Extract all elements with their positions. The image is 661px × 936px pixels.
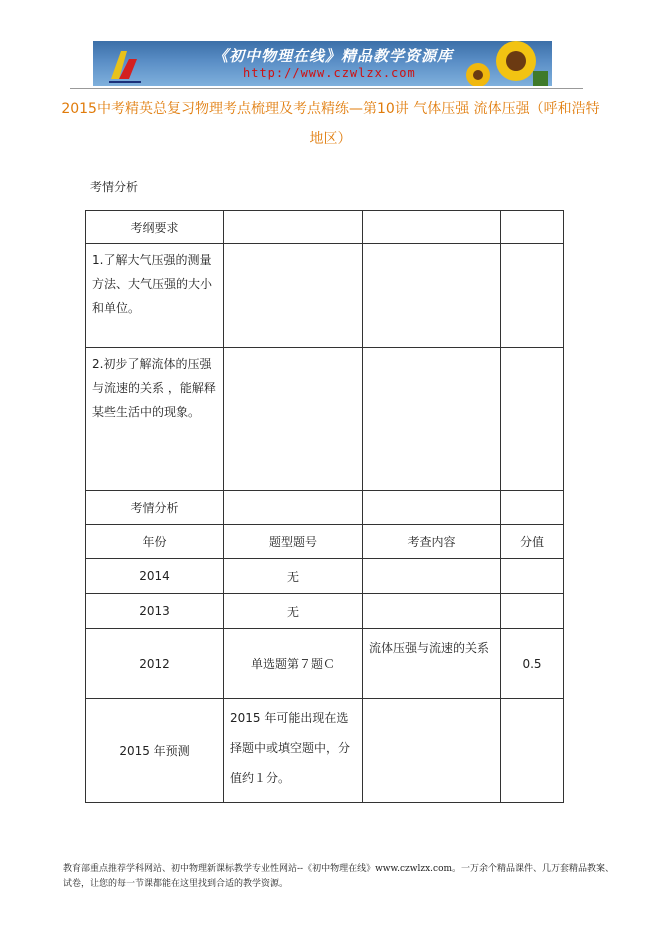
footer-note: 教育部重点推荐学科网站、初中物理新课标教学专业性网站--《初中物理在线》www.czwlzx.com。一万余个精品课件、几万套精品教案、试卷，让您的每一节课都能在这里找到合适的教学资源。 [63, 864, 615, 889]
col-type: 题型题号 [224, 525, 363, 559]
requirement-1: 1.了解大气压强的测量方法、大气压强的大小和单位。 [86, 244, 224, 348]
cell-score: 0.5 [501, 629, 564, 699]
section-label: 考情分析 [90, 180, 139, 194]
req-header-cell: 考纲要求 [86, 211, 224, 244]
table-row [86, 348, 564, 491]
table-header-row [86, 525, 564, 559]
exam-analysis-table [85, 210, 564, 803]
table-row [86, 211, 564, 244]
table-row [86, 559, 564, 594]
analysis-header-cell: 考情分析 [86, 491, 224, 525]
header-banner [93, 41, 552, 86]
site-logo-icon [107, 45, 143, 83]
cell-year: 2015 年预测 [86, 699, 224, 803]
requirement-2: 2.初步了解流体的压强与流速的关系 ，能解释某些生活中的现象。 [86, 348, 224, 491]
cell-type: 无 [224, 594, 363, 629]
header-rule [70, 88, 583, 89]
col-year: 年份 [86, 525, 224, 559]
table-row [86, 699, 564, 803]
banner-title: 《初中物理在线》精品教学资源库 [213, 47, 454, 65]
table-row [86, 594, 564, 629]
banner-url[interactable]: http://www.czwlzx.com [243, 66, 416, 80]
cell-score [501, 559, 564, 594]
cell-year: 2014 [86, 559, 224, 594]
cell-year: 2012 [86, 629, 224, 699]
cell-content [363, 594, 501, 629]
table-row [86, 244, 564, 348]
table-row [86, 491, 564, 525]
page-title: 2015中考精英总复习物理考点梳理及考点精练—第10讲 气体压强 流体压强（呼和浩特地区） [61, 101, 600, 147]
cell-type: 2015 年可能出现在选择题中或填空题中，分值约１分。 [224, 699, 363, 803]
cell-content [363, 699, 501, 803]
cell-score [501, 594, 564, 629]
cell-year: 2013 [86, 594, 224, 629]
cell-score [501, 699, 564, 803]
cell-type: 无 [224, 559, 363, 594]
cell-content [363, 559, 501, 594]
sunflower-icon [438, 41, 548, 86]
table-row [86, 629, 564, 699]
cell-type: 单选题第７题Ｃ [224, 629, 363, 699]
cell-content: 流体压强与流速的关系 [363, 629, 501, 699]
col-score: 分值 [501, 525, 564, 559]
col-content: 考查内容 [363, 525, 501, 559]
